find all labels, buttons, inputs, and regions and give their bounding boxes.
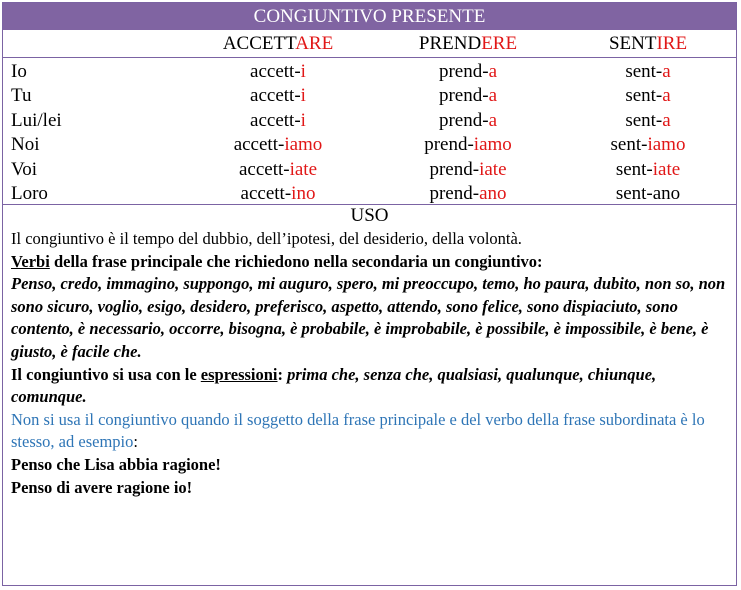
ending: iate — [652, 158, 681, 180]
example-2: Penso di avere ragione io! — [11, 477, 193, 497]
verb-form — [513, 84, 741, 108]
verbi-line — [11, 251, 731, 274]
table-row — [3, 182, 736, 206]
uso-text — [11, 228, 731, 499]
stem: SENT — [608, 33, 657, 54]
stem: sent- — [625, 85, 663, 107]
column-header-row — [3, 32, 736, 56]
stem: accett- — [250, 109, 301, 131]
espr-list: prima che, senza che, qualsiasi, qualunque, chiunque, comunque. — [11, 364, 657, 407]
intro-line: Il congiuntivo è il tempo del dubbio, dell’ipotesi, del desiderio, della volontà. — [11, 229, 522, 248]
stem: sent-ano — [615, 183, 681, 204]
stem: accett- — [250, 85, 301, 107]
ending: IRE — [656, 33, 688, 54]
example-1: Penso che Lisa abbia ragione! — [11, 454, 221, 474]
pronoun: Loro — [11, 183, 48, 204]
table-row — [3, 133, 736, 157]
espr-word: espressioni — [200, 364, 278, 384]
pronoun: Lui/lei — [11, 109, 62, 131]
note-colon: : — [133, 432, 138, 452]
verb-form — [513, 60, 741, 84]
verb-form — [513, 158, 741, 182]
ending: i — [300, 109, 306, 131]
ending: iamo — [473, 134, 512, 156]
ending: a — [488, 85, 498, 107]
stem: prend- — [429, 158, 480, 180]
ending: iamo — [647, 134, 686, 156]
stem: accett- — [250, 61, 301, 82]
table-title: CONGIUNTIVO PRESENTE — [3, 3, 736, 30]
espr-prefix: Il congiuntivo si usa con le — [11, 364, 201, 384]
stem: sent- — [625, 61, 663, 82]
ending: ARE — [295, 33, 334, 54]
ending: a — [488, 61, 498, 82]
ending: ino — [291, 183, 316, 204]
ending: iamo — [284, 134, 323, 156]
table-row — [3, 60, 736, 84]
verb-form — [513, 133, 741, 157]
ending: a — [662, 61, 671, 82]
ending: iate — [479, 158, 507, 180]
ending: ano — [479, 183, 507, 204]
ending: a — [488, 109, 498, 131]
ending: i — [300, 85, 306, 107]
uso-heading: USO — [350, 205, 389, 226]
conjugation-card — [2, 2, 737, 586]
stem: sent- — [625, 109, 663, 131]
ending: a — [662, 109, 671, 131]
pronoun: Voi — [11, 158, 38, 180]
note-blue: Non si usa il congiuntivo quando il soggetto della frase principale e del verbo della frase subordinata è lo stesso, ad esempio — [11, 409, 705, 452]
verb-form — [513, 182, 741, 206]
stem: accett- — [233, 134, 285, 156]
espressioni-line — [11, 364, 731, 409]
stem: prend- — [429, 183, 480, 204]
note-line — [11, 409, 731, 454]
table-row — [3, 84, 736, 108]
verbs-list: Penso, credo, immagino, suppongo, mi auguro, spero, mi preoccupo, temo, ho paura, dubito, non so, non sono sicuro, voglio, esigo, desidero, preferisco, aspetto, attendo, sono felice, sono dispiaciuto, sono contento, è necessario, occorre, bisogna, è probabile, è improbabile, è possibile, è impossibile, è bene, è giusto, è facile che. — [11, 274, 726, 361]
stem: accett- — [238, 158, 290, 180]
table-row — [3, 158, 736, 182]
verbi-word: Verbi — [11, 251, 50, 271]
ending: i — [300, 61, 306, 82]
stem: prend- — [438, 109, 489, 131]
pronoun: Noi — [11, 134, 40, 156]
ending: ERE — [481, 33, 518, 54]
verbi-rest: della frase principale che richiedono nella secondaria un congiuntivo: — [49, 251, 543, 271]
stem: sent- — [610, 134, 648, 156]
pronoun: Tu — [11, 85, 32, 107]
espr-colon: : — [277, 364, 288, 384]
stem: prend- — [438, 61, 489, 82]
stem: prend- — [438, 85, 489, 107]
divider — [3, 57, 736, 58]
stem: PREND — [418, 33, 482, 54]
verb-form — [513, 109, 741, 133]
stem: sent- — [615, 158, 653, 180]
table-row — [3, 109, 736, 133]
stem: ACCETT — [222, 33, 296, 54]
column-header-ire — [513, 32, 741, 56]
pronoun: Io — [11, 61, 27, 82]
ending: iate — [289, 158, 318, 180]
stem: prend- — [424, 134, 474, 156]
stem: accett- — [240, 183, 292, 204]
ending: a — [662, 85, 671, 107]
